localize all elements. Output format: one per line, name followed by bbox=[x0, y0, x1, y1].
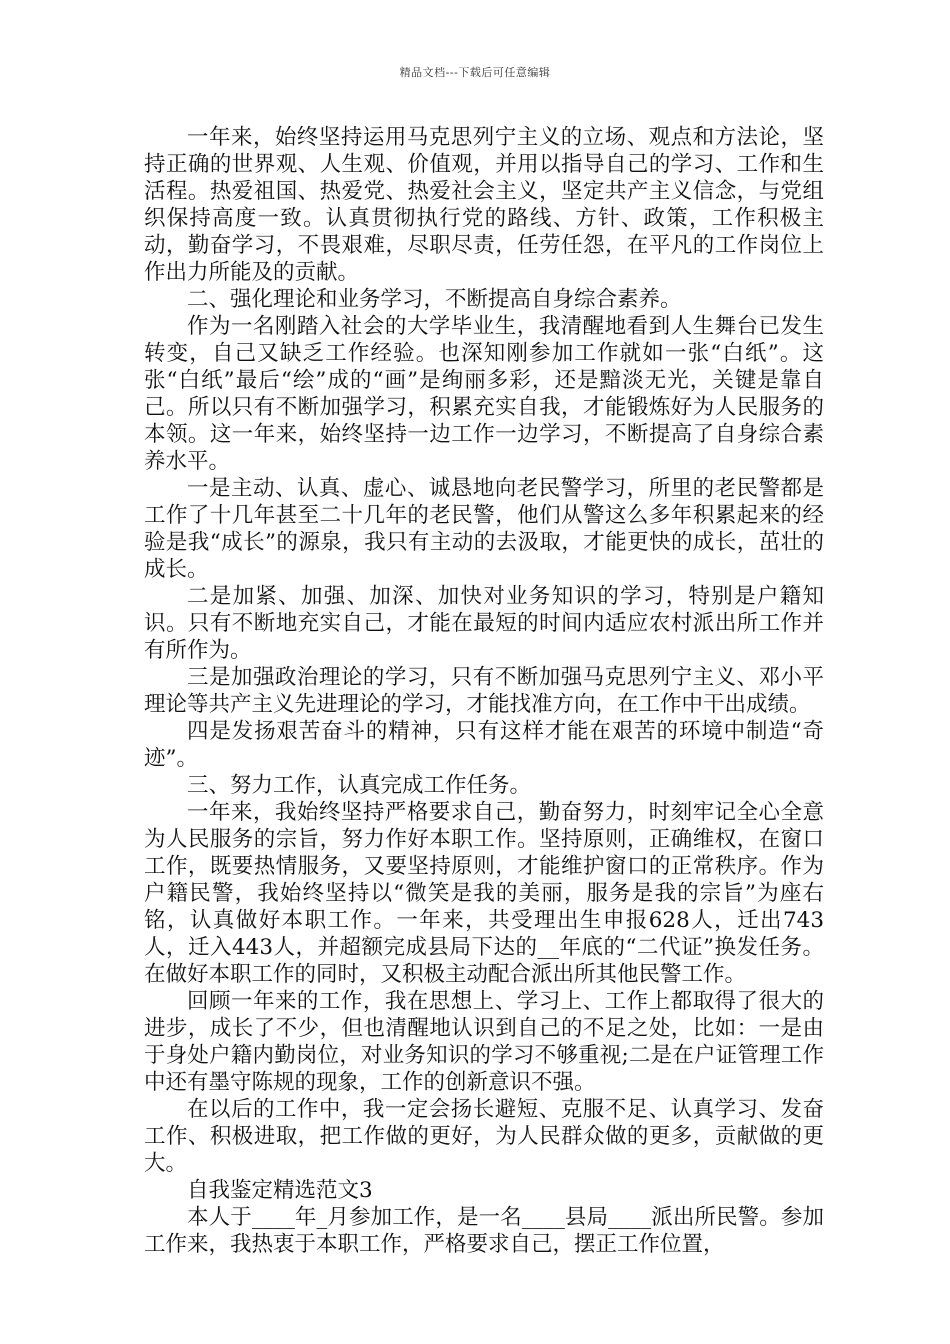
section-heading-3: 三、努力工作，认真完成工作任务。 bbox=[187, 773, 532, 798]
paragraph-3: 作为一名刚踏入社会的大学毕业生，我清醒地看到人生舞台已发生转变，自己又缺乏工作经验。也深知刚参加工作就如一张“白纸”。这张“白纸”最后“绘”成的“画”是绚丽多彩，还是黯淡无光，关键是靠自己。所以只有不断加强学习，积累充实自我，才能锻炼好为人民服务的本领。这一年来，始终坚持一边工作一边学习，不断提高了自身综合素养水平。 bbox=[144, 314, 824, 474]
document-body bbox=[144, 124, 824, 1258]
paragraph-9: 一年来，我始终坚持严格要求自己，勤奋努力，时刻牢记全心全意为人民服务的宗旨，努力作好本职工作。坚持原则，正确维权，在窗口工作，既要热情服务，又要坚持原则，才能维护窗口的正常秩序。作为户籍民警，我始终坚持以“微笑是我的美丽，服务是我的宗旨”为座右铭，认真做好本职工作。一年来，共受理出生申报628人，迁出743人，迁入443人，并超额完成县局下达的__年底的“二代证”换发任务。在做好本职工作的同时，又积极主动配合派出所其他民警工作。 bbox=[144, 800, 824, 987]
paragraph-10: 回顾一年来的工作，我在思想上、学习上、工作上都取得了很大的进步，成长了不少，但也清醒地认识到自己的不足之处，比如：一是由于身处户籍内勤岗位，对业务知识的学习不够重视;二是在户证管理工作中还有墨守陈规的现象，工作的创新意识不强。 bbox=[144, 989, 824, 1095]
paragraph-5: 二是加紧、加强、加深、加快对业务知识的学习，特别是户籍知识。只有不断地充实自己，才能在最短的时间内适应农村派出所工作并有所作为。 bbox=[144, 584, 824, 663]
article-title: 自我鉴定精选范文3 bbox=[187, 1178, 373, 1203]
section-heading-2: 二、强化理论和业务学习，不断提高自身综合素养。 bbox=[187, 287, 682, 312]
paragraph-7: 四是发扬艰苦奋斗的精神，只有这样才能在艰苦的环境中制造“奇迹”。 bbox=[144, 719, 824, 771]
paragraph-1: 一年来，始终坚持运用马克思列宁主义的立场、观点和方法论，坚持正确的世界观、人生观、价值观，并用以指导自己的学习、工作和生活程。热爱祖国、热爱党、热爱社会主义，坚定共产主义信念，与党组织保持高度一致。认真贯彻执行党的路线、方针、政策，工作积极主动，勤奋学习，不畏艰难，尽职尽责，任劳任怨，在平凡的工作岗位上作出力所能及的贡献。 bbox=[144, 125, 824, 285]
paragraph-6: 三是加强政治理论的学习，只有不断加强马克思列宁主义、邓小平理论等共产主义先进理论的学习，才能找准方向，在工作中干出成绩。 bbox=[144, 665, 824, 717]
paragraph-13: 本人于____年_月参加工作，是一名____县局____派出所民警。参加工作来，我热衷于本职工作，严格要求自己，摆正工作位置， bbox=[144, 1205, 824, 1257]
paragraph-4: 一是主动、认真、虚心、诚恳地向老民警学习，所里的老民警都是工作了十几年甚至二十几年的老民警，他们从警这么多年积累起来的经验是我“成长”的源泉，我只有主动的去汲取，才能更快的成长，茁壮的成长。 bbox=[144, 476, 824, 582]
paragraph-11: 在以后的工作中，我一定会扬长避短、克服不足、认真学习、发奋工作、积极进取，把工作做的更好，为人民群众做的更多，贡献做的更大。 bbox=[144, 1097, 824, 1176]
page-header: 精品文档---下载后可任意编辑 bbox=[399, 66, 551, 79]
